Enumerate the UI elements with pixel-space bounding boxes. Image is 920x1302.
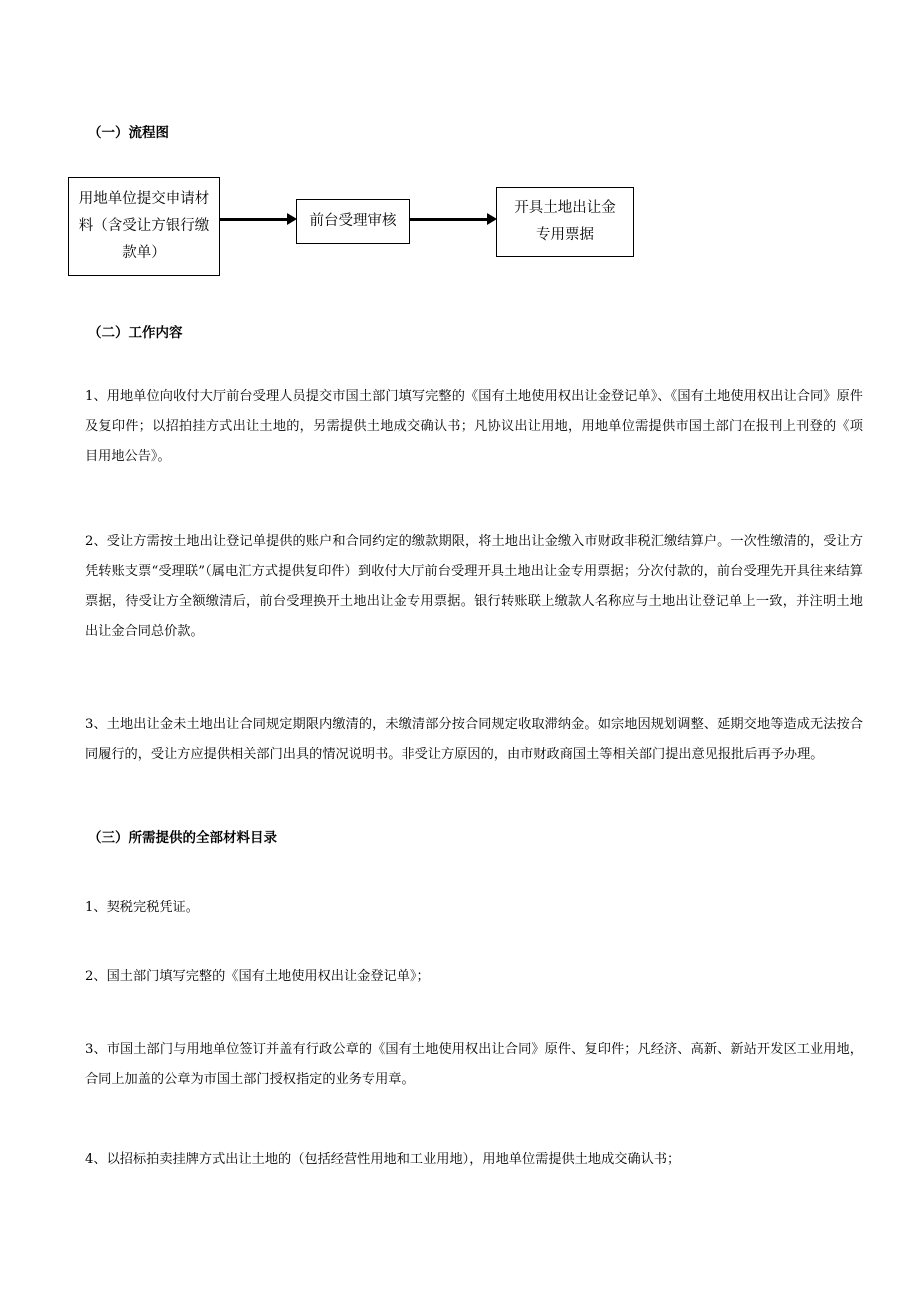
work-item-3: 3、土地出让金未土地出让合同规定期限内缴清的，未缴清部分按合同规定收取滞纳金。如宗地因规划调整、延期交地等造成无法按合同履行的，受让方应提供相关部门出具的情况说明书。非受让方原因的，由市财政商国土等相关部门提出意见报批后再予办理。: [85, 717, 863, 762]
material-item-4: 4、以招标拍卖挂牌方式出让土地的（包括经营性用地和工业用地），用地单位需提供土地成交确认书；: [85, 1152, 681, 1167]
section-heading-flowchart: （一）流程图: [88, 125, 169, 141]
flow-box-receipt-label: 开具土地出让金专用票据: [514, 200, 616, 243]
work-item-2: 2、受让方需按土地出让登记单提供的账户和合同约定的缴款期限，将土地出让金缴入市财政非税汇缴结算户。一次性缴清的，受让方凭转账支票“受理联”（属电汇方式提供复印件）到收付大厅前台受理开具土地出让金专用票据；分次付款的，前台受理先开具往来结算票据，待受让方全额缴清后，前台受理换开土地出让金专用票据。银行转账联上缴款人名称应与土地出让登记单上一致，并注明土地出让金合同总价款。: [85, 534, 863, 639]
material-item-2: 2、国土部门填写完整的《国有土地使用权出让金登记单》；: [85, 969, 430, 984]
section-heading-materials: （三）所需提供的全部材料目录: [88, 830, 277, 846]
flow-arrow-1: [220, 218, 288, 221]
flow-box-review-label: 前台受理审核: [309, 213, 397, 229]
flow-box-submit-label: 用地单位提交申请材料（含受让方银行缴款单）: [78, 191, 210, 261]
flow-box-receipt: [496, 187, 634, 257]
flow-arrow-2: [410, 218, 488, 221]
material-item-1: 1、契税完税凭证。: [85, 900, 199, 915]
material-item-3: 3、市国土部门与用地单位签订并盖有行政公章的《国有土地使用权出让合同》原件、复印件；凡经济、高新、新站开发区工业用地，合同上加盖的公章为市国土部门授权指定的业务专用章。: [85, 1042, 863, 1087]
flow-box-review: [296, 199, 410, 244]
work-item-1: 1、用地单位向收付大厅前台受理人员提交市国土部门填写完整的《国有土地使用权出让金登记单》、《国有土地使用权出让合同》原件及复印件；以招拍挂方式出让土地的，另需提供土地成交确认书；凡协议出让用地，用地单位需提供市国土部门在报刊上刊登的《项目用地公告》。: [85, 389, 863, 464]
flow-box-submit: [68, 177, 220, 276]
section-heading-work-content: （二）工作内容: [88, 325, 183, 341]
